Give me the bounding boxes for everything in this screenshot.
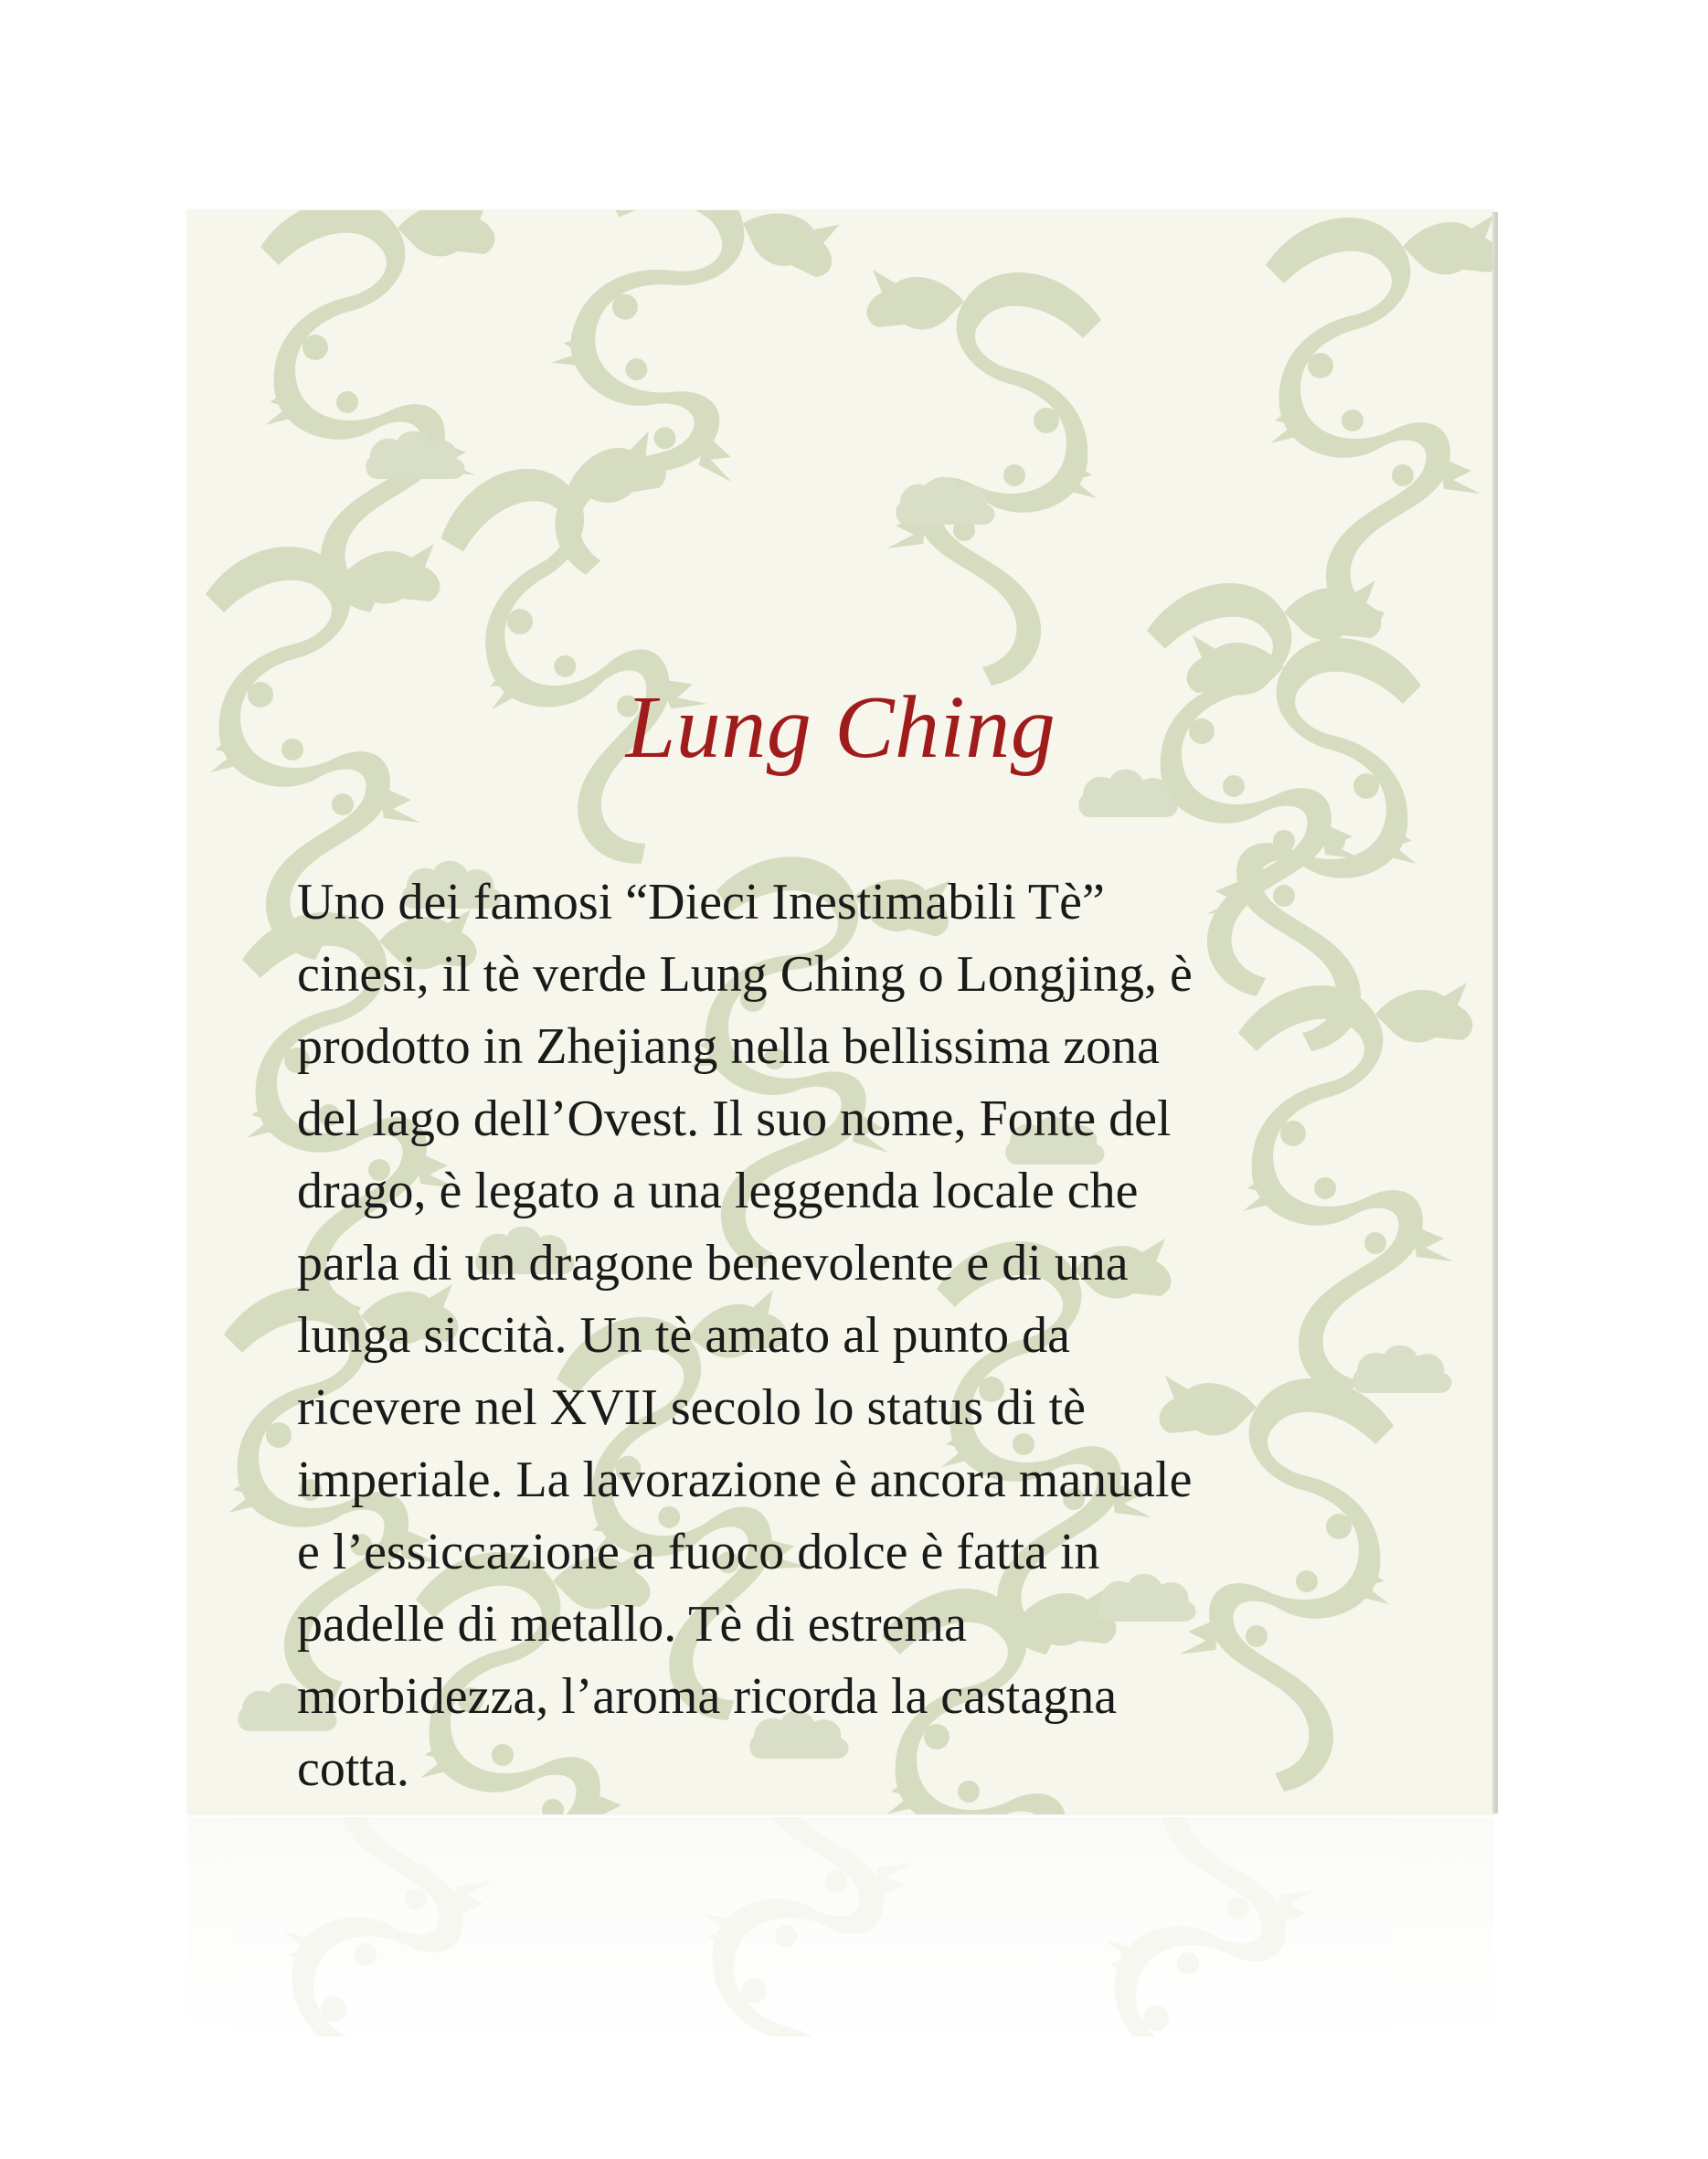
product-description (297, 867, 1448, 1805)
description-line: parla di un dragone benevolente e di una (297, 1235, 1129, 1292)
description-line: cotta. (297, 1740, 409, 1797)
description-line: cinesi, il tè verde Lung Ching o Longjing, è (297, 946, 1193, 1003)
description-line: imperiale. La lavorazione è ancora manuale (297, 1452, 1193, 1508)
description-line: padelle di metallo. Tè di estrema (297, 1596, 967, 1653)
tea-box-side-edge (1492, 212, 1498, 1813)
description-line: del lago dell’Ovest. Il suo nome, Fonte del (297, 1090, 1172, 1147)
description-line: drago, è legato a una leggenda locale che (297, 1163, 1139, 1219)
description-line: lunga siccità. Un tè amato al punto da (297, 1307, 1070, 1364)
description-line: Uno dei famosi “Dieci Inestimabili Tè” (297, 874, 1105, 931)
description-line: morbidezza, l’aroma ricorda la castagna (297, 1668, 1118, 1725)
description-line: ricevere nel XVII secolo lo status di tè (297, 1379, 1087, 1436)
description-line: prodotto in Zhejiang nella bellissima zona (297, 1018, 1160, 1075)
tea-box-front (187, 210, 1494, 1814)
box-reflection (187, 1817, 1494, 2037)
reflection-dragon-icon (187, 1817, 1494, 2037)
description-line: e l’essiccazione a fuoco dolce è fatta in (297, 1524, 1100, 1580)
product-title: Lung Ching (625, 678, 1056, 777)
